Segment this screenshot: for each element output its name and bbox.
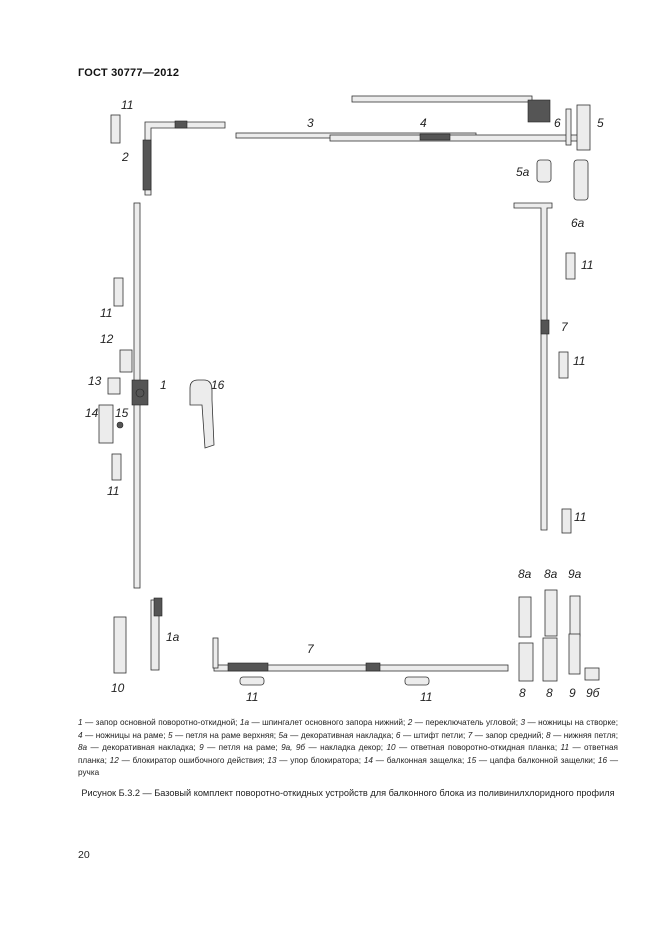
label-14: 14 — [85, 406, 99, 420]
label-11: 11 — [246, 690, 259, 704]
label-13: 13 — [88, 374, 102, 388]
middle-lock-horizontal-part — [213, 638, 508, 671]
main-lock-bar-part — [132, 203, 148, 588]
decor-cover-9a — [570, 596, 580, 636]
latch-pin-part — [117, 422, 123, 428]
label-11: 11 — [100, 306, 113, 320]
sash-scissors-part — [236, 133, 580, 141]
page-number: 20 — [78, 849, 90, 861]
label-6a: 6a — [571, 216, 585, 230]
legend-item: 6 — штифт петли; — [395, 730, 468, 740]
blocker-stop-part — [108, 378, 120, 394]
blocker-part — [120, 350, 132, 372]
decor-cover-9b — [585, 668, 599, 680]
label-4: 4 — [420, 116, 427, 130]
legend-item: 12 — блокиратор ошибочного действия; — [109, 755, 268, 765]
tilt-striker-part — [114, 617, 126, 673]
label-11: 11 — [107, 484, 120, 498]
legend-item: 7 — запор средний; — [467, 730, 547, 740]
legend-item: 10 — ответная поворотно-откидная планка; — [386, 743, 561, 752]
legend-item: 9 — петля на раме; — [199, 743, 282, 752]
bottom-hinge-part — [543, 638, 557, 681]
striker-part — [566, 253, 575, 279]
legend-item: 3 — ножницы на створке; — [520, 718, 618, 727]
decor-cover-6a — [574, 160, 588, 200]
striker-part — [562, 509, 571, 533]
legend-item: 8a — декоративная накладка; — [78, 743, 200, 752]
label-8: 8 — [546, 686, 553, 700]
label-5: 5 — [597, 116, 604, 130]
legend-item: 5 — петля на раме верхняя; — [167, 730, 279, 740]
label-11: 11 — [581, 258, 594, 272]
legend-item: 14 — балконная защелка; — [363, 755, 468, 765]
middle-lock-vertical-part — [514, 203, 552, 530]
corner-switch-part — [143, 121, 225, 195]
label-9: 9 — [569, 686, 576, 700]
label-7: 7 — [307, 642, 314, 656]
label-8a: 8a — [544, 567, 558, 581]
striker-part — [112, 454, 121, 480]
bottom-hinge-part — [519, 643, 533, 681]
standard-header: ГОСТ 30777—2012 — [78, 67, 180, 79]
label-12: 12 — [100, 332, 114, 346]
legend-item: 1 — запор основной поворотно-откидной; — [78, 718, 240, 727]
label-7: 7 — [561, 320, 568, 334]
striker-part — [111, 115, 120, 143]
label-15: 15 — [115, 406, 129, 420]
label-8a: 8a — [518, 567, 532, 581]
legend-item: 1a — шпингалет основного запора нижний; — [239, 718, 408, 727]
striker-part — [559, 352, 568, 378]
legend-item: 2 — переключатель угловой; — [407, 718, 521, 727]
label-10: 10 — [111, 681, 125, 695]
frame-hinge-part — [569, 634, 580, 674]
label-2: 2 — [122, 150, 129, 164]
label-11: 11 — [420, 690, 433, 704]
bottom-bolt-part — [151, 598, 162, 670]
legend-item: 9a, 9б — накладка декор; — [281, 743, 387, 752]
label-9a: 9a — [568, 567, 582, 581]
legend-item: 8 — нижняя петля; — [546, 730, 618, 740]
figure-legend — [78, 717, 618, 780]
figure-caption: Рисунок Б.3.2 — Базовый комплект поворотно-откидных устройств для балконного блока из поливинилхлоридного профиля — [81, 788, 615, 798]
decor-cover-5a — [537, 160, 551, 182]
label-5a: 5a — [516, 165, 530, 179]
label-8: 8 — [519, 686, 526, 700]
balcony-latch-part — [99, 405, 113, 443]
striker-part — [114, 278, 123, 306]
label-11: 11 — [573, 354, 586, 368]
legend-item: 5a — декоративная накладка; — [278, 730, 396, 740]
legend-item: 15 — цапфа балконной защелки; — [467, 755, 598, 765]
legend-item: 13 — упор блокиратора; — [267, 755, 364, 765]
label-16: 16 — [211, 378, 225, 392]
legend-item: 11 — ответная планка; — [78, 743, 618, 765]
decor-cover-8a — [545, 590, 557, 636]
legend-item: 4 — ножницы на раме; — [78, 730, 168, 740]
label-1a: 1a — [166, 630, 180, 644]
label-11: 11 — [121, 98, 134, 112]
label-1: 1 — [160, 378, 167, 392]
decor-cover-8a — [519, 597, 531, 637]
label-11: 11 — [574, 510, 587, 524]
legend-item: 16 — ручка — [78, 755, 619, 777]
striker-part — [240, 677, 264, 685]
label-6: 6 — [554, 116, 561, 130]
label-3: 3 — [307, 116, 314, 130]
striker-part — [405, 677, 429, 685]
label-9b: 9б — [586, 686, 600, 700]
